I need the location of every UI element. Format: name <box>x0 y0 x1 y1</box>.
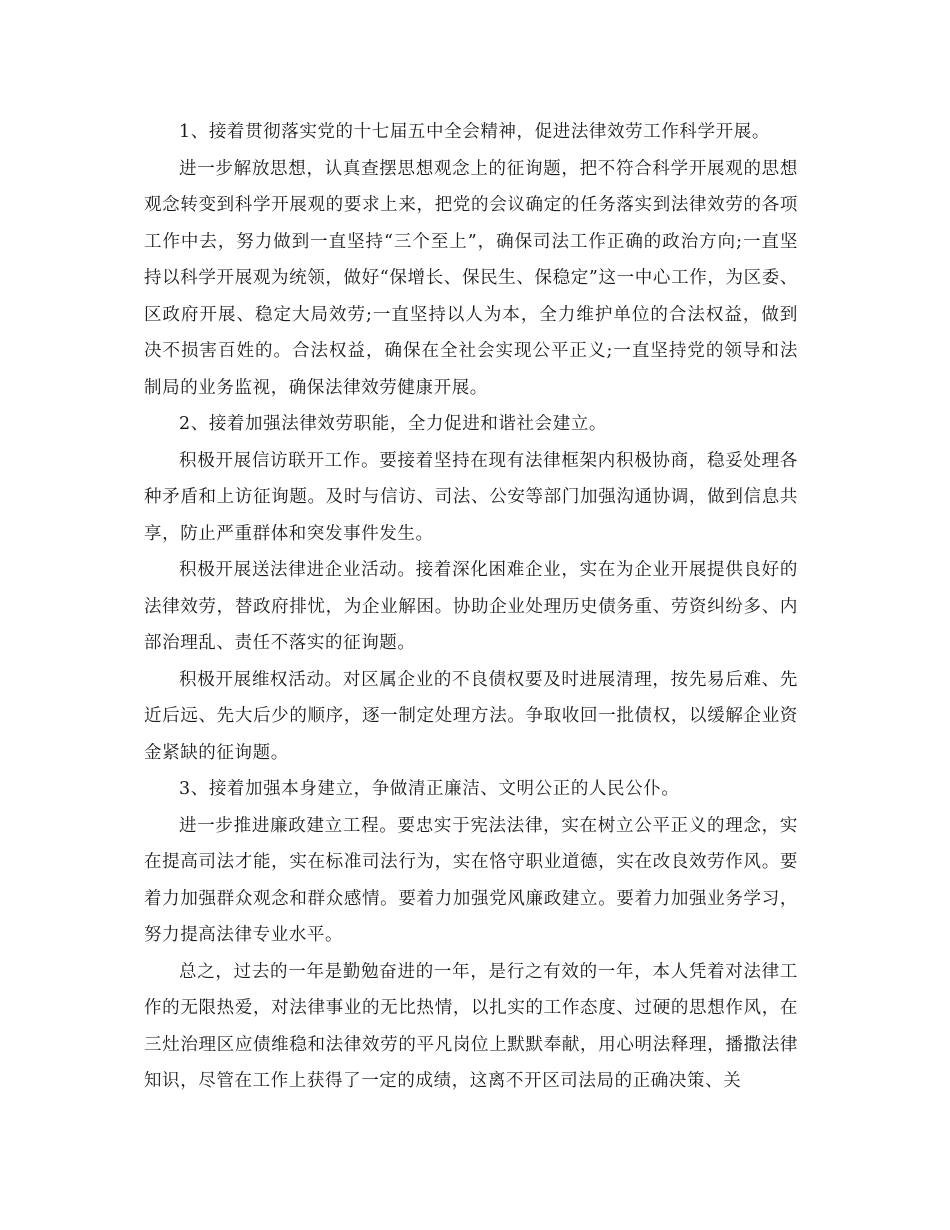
paragraph: 进一步推进廉政建立工程。要忠实于宪法法律，实在树立公平正义的理念，实在提高司法才能，实在标准司法行为，实在恪守职业道德，实在改良效劳作风。要着力加强群众观念和群众感情。要着力加强党风廉政建立。要着力加强业务学习，努力提高法律专业水平。 <box>144 815 798 945</box>
paragraph: 进一步解放思想，认真查摆思想观念上的征询题，把不符合科学开展观的思想观念转变到科学开展观的要求上来，把党的会议确定的任务落实到法律效劳的各项工作中去，努力做到一直坚持“三个至上”，确保司法工作正确的政治方向;一直坚持以科学开展观为统领，做好“保增长、保民生、保稳定”这一中心工作，为区委、区政府开展、稳定大局效劳;一直坚持以人为本，全力维护单位的合法权益，做到决不损害百姓的。合法权益，确保在全社会实现公平正义;一直坚持党的领导和法制局的业务监视，确保法律效劳健康开展。 <box>144 158 798 398</box>
document-body <box>144 114 798 1100</box>
paragraph: 积极开展维权活动。对区属企业的不良债权要及时进展清理，按先易后难、先近后远、先大后少的顺序，逐一制定处理方法。争取收回一批债权，以缓解企业资金紧缺的征询题。 <box>144 669 798 763</box>
paragraph: 积极开展信访联开工作。要接着坚持在现有法律框架内积极协商，稳妥处理各种矛盾和上访征询题。及时与信访、司法、公安等部门加强沟通协调，做到信息共享，防止严重群体和突发事件发生。 <box>144 450 798 544</box>
paragraph-heading-1: 1、接着贯彻落实党的十七届五中全会精神，促进法律效劳工作科学开展。 <box>179 122 770 142</box>
paragraph-heading-3: 3、接着加强本身建立，争做清正廉洁、文明公正的人民公仆。 <box>179 779 680 799</box>
paragraph: 积极开展送法律进企业活动。接着深化困难企业，实在为企业开展提供良好的法律效劳，替政府排忧，为企业解困。协助企业处理历史债务重、劳资纠纷多、内部治理乱、责任不落实的征询题。 <box>144 560 798 653</box>
paragraph-summary: 总之，过去的一年是勤勉奋进的一年，是行之有效的一年，本人凭着对法律工作的无限热爱，对法律事业的无比热情，以扎实的工作态度、过硬的思想作风，在三灶治理区应债维稳和法律效劳的平凡岗位上默默奉献，用心明法释理，播撒法律知识，尽管在工作上获得了一定的成绩，这离不开区司法局的正确决策、关 <box>144 961 798 1091</box>
paragraph-heading-2: 2、接着加强法律效劳职能，全力促进和谐社会建立。 <box>179 414 608 434</box>
